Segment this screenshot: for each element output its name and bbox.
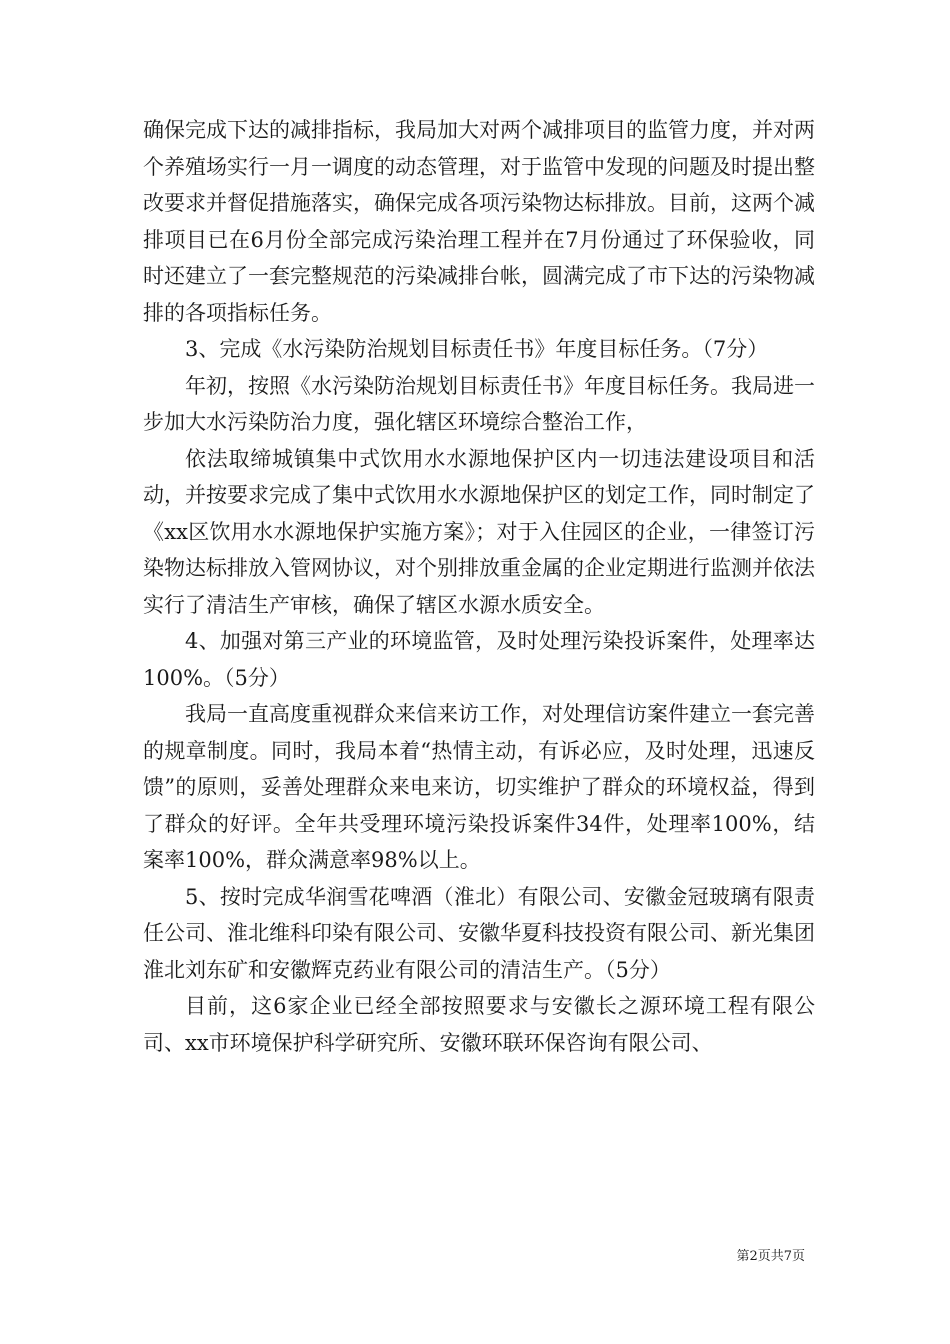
paragraph-continuation: 确保完成下达的减排指标，我局加大对两个减排项目的监管力度，并对两个养殖场实行一月一调度的动态管理，对于监管中发现的问题及时提出整改要求并督促措施落实，确保完成各项污染物达标排放。目前，这两个减排项目已在6月份全部完成污染治理工程并在7月份通过了环保验收，同时还建立了一套完整规范的污染减排台帐，圆满完成了市下达的污染物减排的各项指标任务。 [143, 118, 815, 325]
section-heading-5: 5、按时完成华润雪花啤酒（淮北）有限公司、安徽金冠玻璃有限责任公司、淮北维科印染有限公司、安徽华夏科技投资有限公司、新光集团淮北刘东矿和安徽辉克药业有限公司的清洁生产。（5分） [143, 884, 815, 982]
paragraph: 目前，这6家企业已经全部按照要求与安徽长之源环境工程有限公司、xx市环境保护科学研究所、安徽环联环保咨询有限公司、 [143, 994, 815, 1055]
paragraph: 年初，按照《水污染防治规划目标责任书》年度目标任务。我局进一步加大水污染防治力度，强化辖区环境综合整治工作， [143, 373, 815, 434]
body-text [143, 112, 815, 1061]
paragraph: 依法取缔城镇集中式饮用水水源地保护区内一切违法建设项目和活动，并按要求完成了集中式饮用水水源地保护区的划定工作，同时制定了《xx区饮用水水源地保护实施方案》；对于入住园区的企业，一律签订污染物达标排放入管网协议，对个别排放重金属的企业定期进行监测并依法实行了清洁生产审核，确保了辖区水源水质安全。 [143, 446, 815, 617]
section-heading-4: 4、加强对第三产业的环境监管，及时处理污染投诉案件，处理率达100%。（5分） [143, 629, 815, 690]
page-number: 第2页共7页 [736, 1249, 805, 1264]
paragraph: 我局一直高度重视群众来信来访工作，对处理信访案件建立一套完善的规章制度。同时，我局本着“热情主动，有诉必应，及时处理，迅速反馈”的原则，妥善处理群众来电来访，切实维护了群众的环境权益，得到了群众的好评。全年共受理环境污染投诉案件34件，处理率100%，结案率100%，群众满意率98%以上。 [143, 702, 815, 872]
section-heading-3: 3、完成《水污染防治规划目标责任书》年度目标任务。（7分） [185, 337, 769, 361]
